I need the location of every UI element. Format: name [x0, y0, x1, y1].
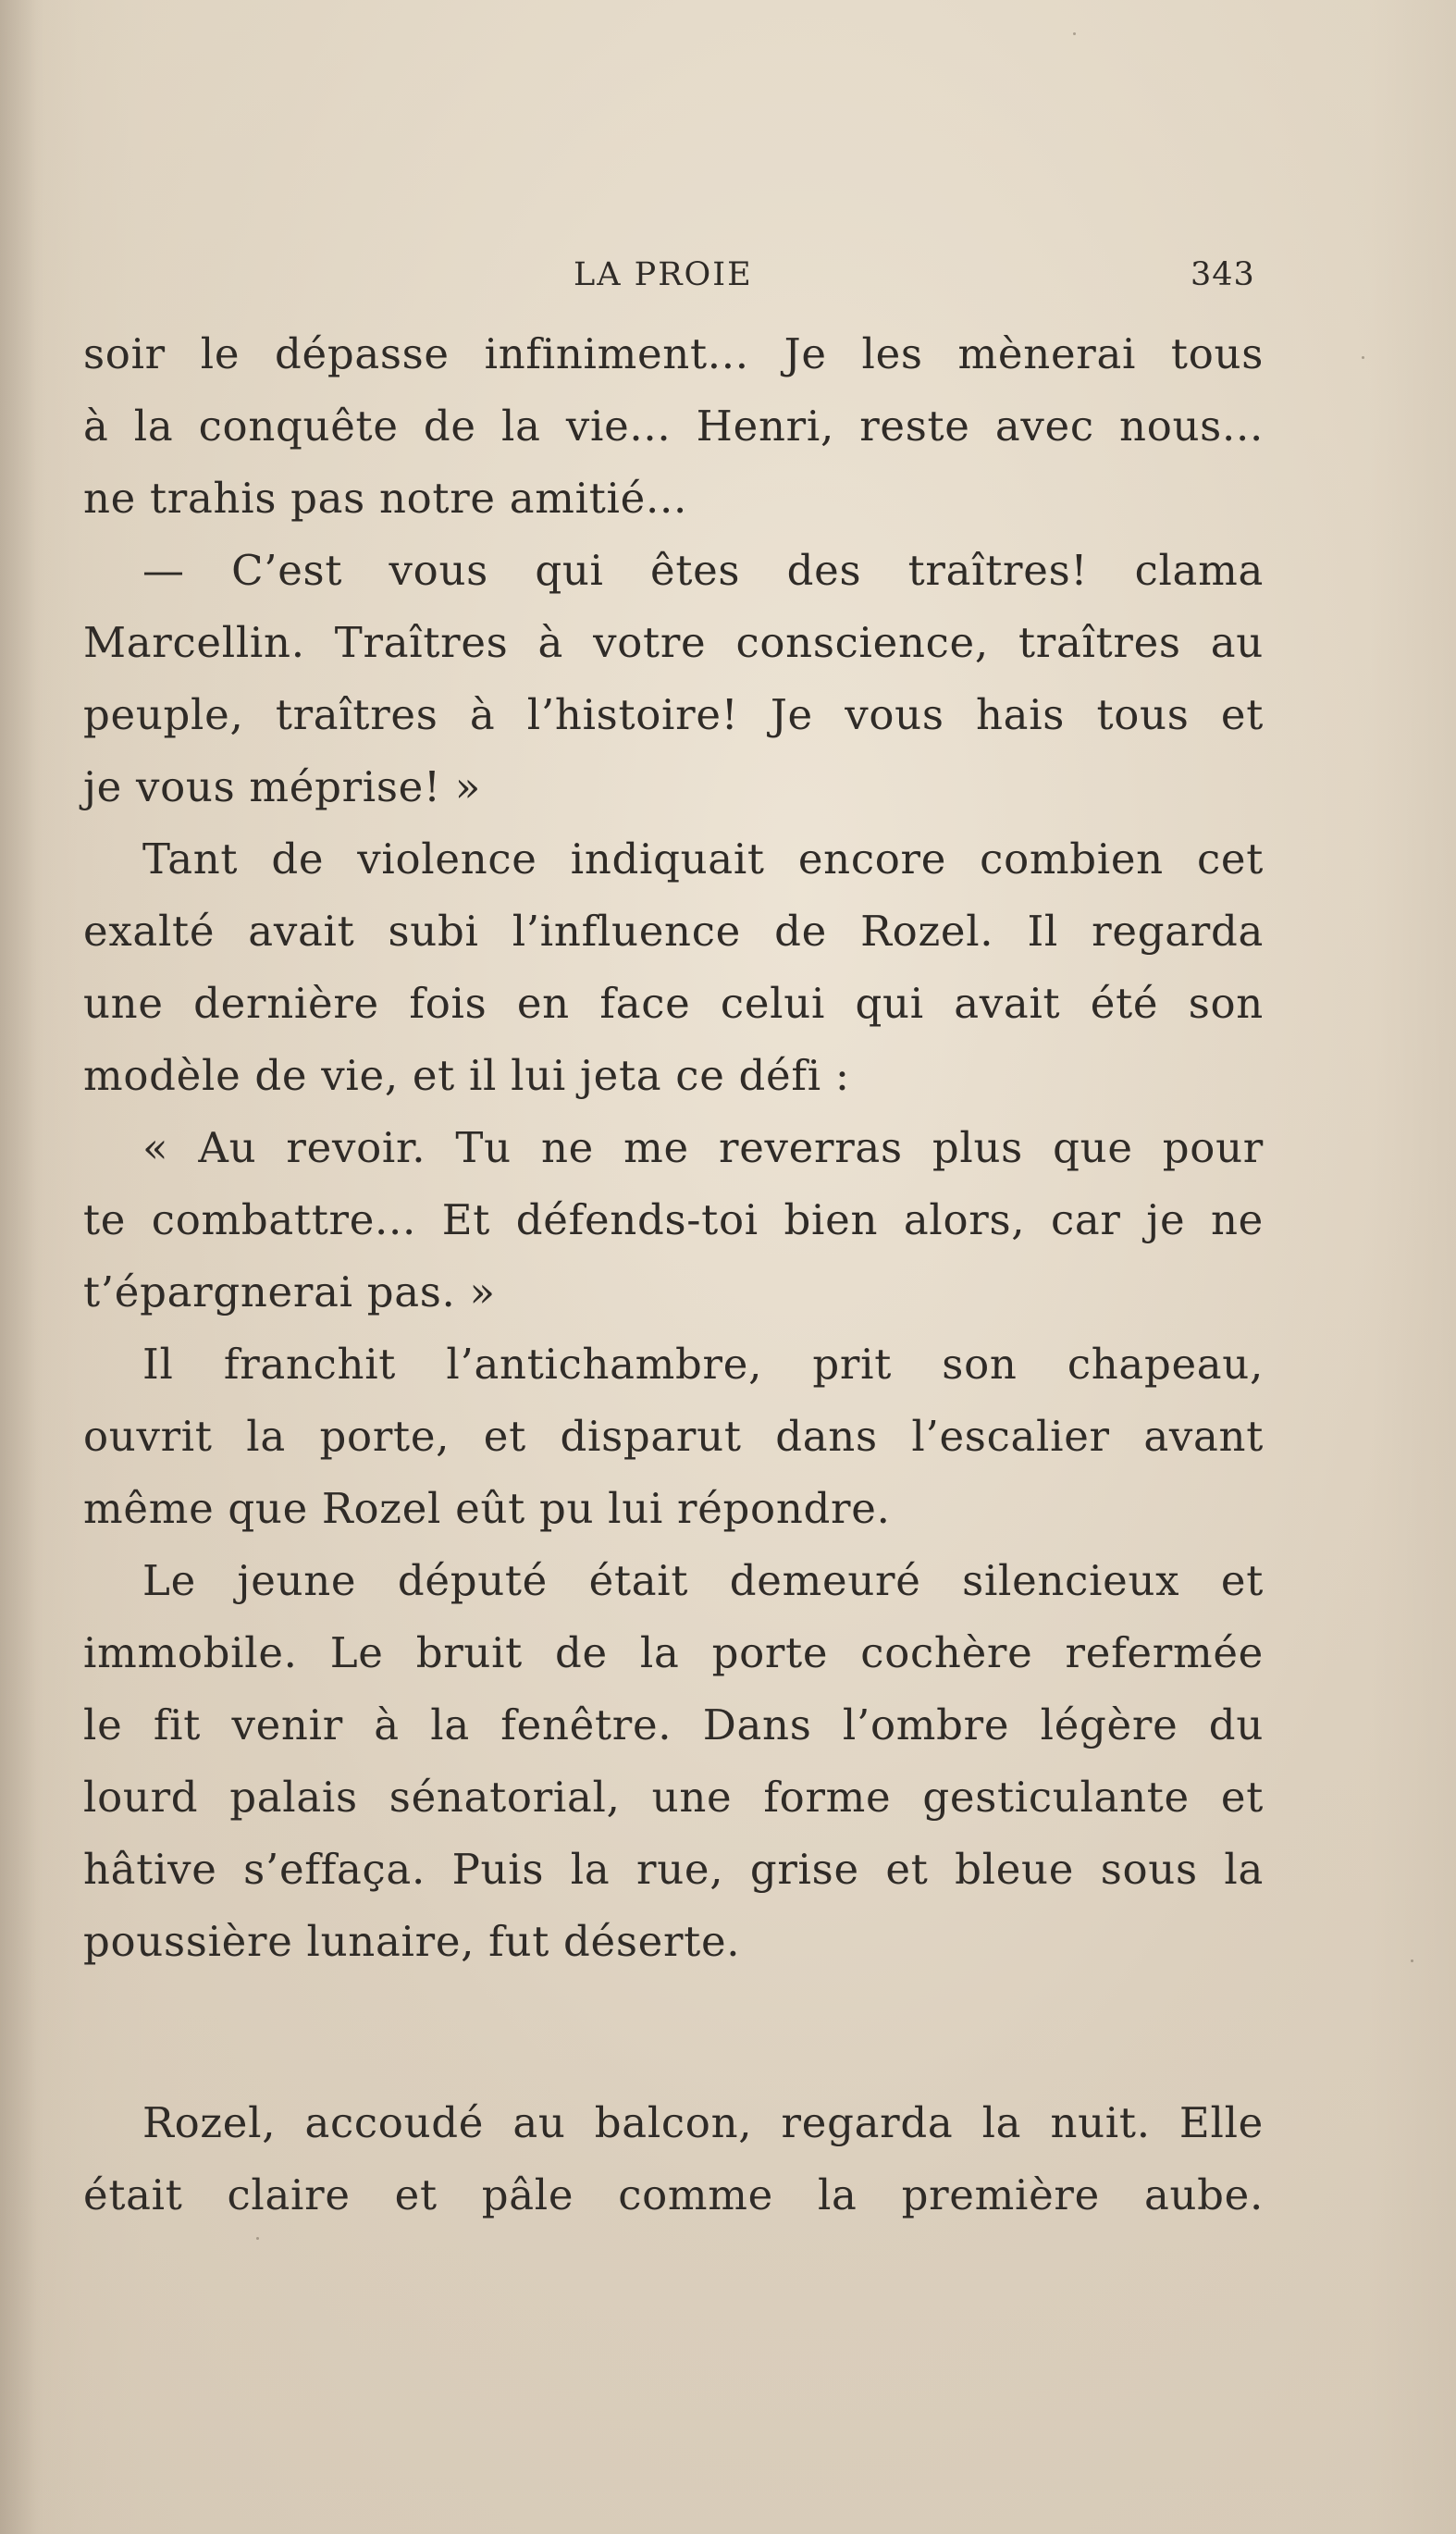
text-line: « Au revoir. Tu ne me reverras plus que pour: [142, 1123, 1264, 1172]
text-line: soir le dépasse infiniment... Je les mènerai tous: [83, 329, 1264, 378]
paper-speck: [256, 2237, 259, 2240]
paragraph-7: [83, 2087, 1264, 2231]
text-line: Le jeune député était demeuré silencieux et: [142, 1556, 1264, 1605]
body-text: [83, 318, 1264, 2231]
paper-speck: [1073, 32, 1076, 35]
paragraph-4: [83, 1112, 1264, 1329]
section-break: [83, 1978, 1264, 2087]
text-line: lourd palais sénatorial, une forme gesticulante et: [83, 1773, 1264, 1822]
text-line: — C’est vous qui êtes des traîtres! clama: [142, 546, 1264, 595]
text-line: même que Rozel eût pu lui répondre.: [83, 1484, 891, 1533]
page-number: 343: [1191, 256, 1255, 293]
text-line: Rozel, accoudé au balcon, regarda la nuit. Elle: [142, 2098, 1264, 2147]
text-line: ne trahis pas notre amitié...: [83, 474, 687, 523]
paragraph-2: [83, 535, 1264, 823]
text-line: Marcellin. Traîtres à votre conscience, traîtres au: [83, 618, 1264, 667]
paragraph-5: [83, 1329, 1264, 1545]
paragraph-6: [83, 1545, 1264, 1978]
text-line: je vous méprise! »: [83, 762, 482, 811]
text-line: exalté avait subi l’influence de Rozel. Il regarda: [83, 907, 1264, 956]
paragraph-1: [83, 318, 1264, 535]
text-line: à la conquête de la vie... Henri, reste avec nous...: [83, 402, 1264, 451]
running-header: [0, 250, 1456, 301]
paragraph-3: [83, 823, 1264, 1112]
text-line: hâtive s’effaça. Puis la rue, grise et bleue sous la: [83, 1845, 1264, 1894]
text-line: immobile. Le bruit de la porte cochère refermée: [83, 1628, 1264, 1677]
text-line: poussière lunaire, fut déserte.: [83, 1917, 741, 1966]
text-line: ouvrit la porte, et disparut dans l’escalier avant: [83, 1412, 1264, 1461]
text-line: était claire et pâle comme la première aube.: [83, 2170, 1264, 2219]
running-title: LA PROIE: [574, 256, 753, 293]
page-gutter-shadow: [0, 0, 81, 2534]
text-line: une dernière fois en face celui qui avait été son: [83, 979, 1264, 1028]
text-line: le fit venir à la fenêtre. Dans l’ombre légère du: [83, 1700, 1264, 1749]
paper-speck: [1411, 1959, 1413, 1962]
paper-speck: [1362, 356, 1364, 359]
text-line: peuple, traîtres à l’histoire! Je vous hais tous et: [83, 690, 1264, 739]
text-line: Il franchit l’antichambre, prit son chapeau,: [142, 1340, 1264, 1389]
text-line: Tant de violence indiquait encore combien cet: [142, 834, 1264, 884]
text-line: te combattre... Et défends-toi bien alors, car je ne: [83, 1195, 1264, 1244]
text-line: modèle de vie, et il lui jeta ce défi :: [83, 1051, 850, 1100]
text-line: t’épargnerai pas. »: [83, 1267, 496, 1316]
